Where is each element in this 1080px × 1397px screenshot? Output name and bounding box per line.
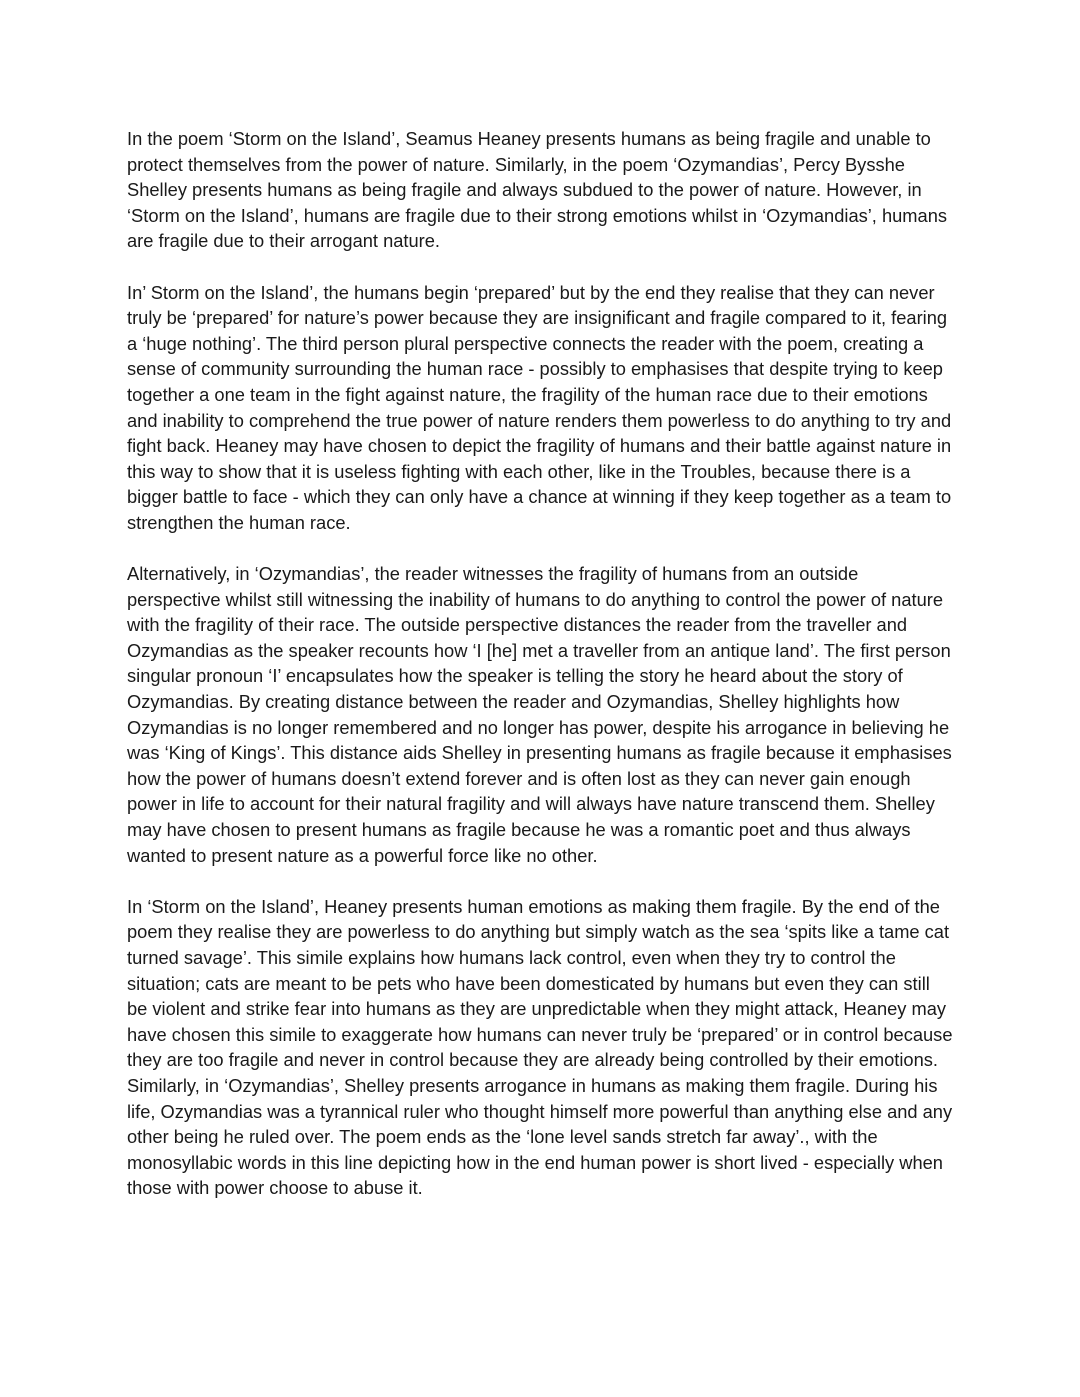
paragraph-comparison: In ‘Storm on the Island’, Heaney presents human emotions as making them fragile. By the end of the poem they realise they are powerless to do anything but simply watch as the sea ‘spits like a tame cat turned savage’. This simile explains how humans lack control, even when they try to control the situation; cats are meant to be pets who have been domesticated by humans but even they can still be violent and strike fear into humans as they are unpredictable when they might attack, Heaney may have chosen this simile to exaggerate how humans can never truly be ‘prepared’ or in control because they are too fragile and never in control because they are already being controlled by their emotions. Similarly, in ‘Ozymandias’, Shelley presents arrogance in humans as making them fragile. During his life, Ozymandias was a tyrannical ruler who thought himself more powerful than anything else and any other being he ruled over. The poem ends as the ‘lone level sands stretch far away’., with the monosyllabic words in this line depicting how in the end human power is short lived - especially when those with power choose to abuse it. xyxy=(127,895,953,1199)
paragraph-introduction: In the poem ‘Storm on the Island’, Seamus Heaney presents humans as being fragile and unable to protect themselves from the power of nature. Similarly, in the poem ‘Ozymandias’, Percy Bysshe Shelley presents humans as being fragile and always subdued to the power of nature. However, in ‘Storm on the Island’, humans are fragile due to their strong emotions whilst in ‘Ozymandias’, humans are fragile due to their arrogant nature. xyxy=(127,128,948,252)
paragraph-ozymandias: Alternatively, in ‘Ozymandias’, the reader witnesses the fragility of humans from an outside perspective whilst still witnessing the inability of humans to do anything to control the power of nature with the fragility of their race. The outside perspective distances the reader from the traveller and Ozymandias as the speaker recounts how ‘I [he] met a traveller from an antique land’. The first person singular pronoun ‘I’ encapsulates how the speaker is telling the story he heard about the story of Ozymandias. By creating distance between the reader and Ozymandias, Shelley highlights how Ozymandias is no longer remembered and no longer has power, despite his arrogance in believing he was ‘King of Kings’. This distance aids Shelley in presenting humans as fragile because it emphasises how the power of humans doesn’t extend forever and is often lost as they can never gain enough power in life to account for their natural fragility and will always have nature transcend them. Shelley may have chosen to present humans as fragile because he was a romantic poet and thus always wanted to present nature as a powerful force like no other. xyxy=(127,563,952,866)
essay-page xyxy=(127,126,953,1201)
paragraph-storm-on-the-island: In’ Storm on the Island’, the humans begin ‘prepared’ but by the end they realise that they can never truly be ‘prepared’ for nature’s power because they are insignificant and fragile compared to it, fearing a ‘huge nothing’. The third person plural perspective connects the reader with the poem, creating a sense of community surrounding the human race - possibly to emphasises that despite trying to keep together a one team in the fight against nature, the fragility of the human race due to their emotions and inability to comprehend the true power of nature renders them powerless to do anything to try and fight back. Heaney may have chosen to depict the fragility of humans and their battle against nature in this way to show that it is useless fighting with each other, like in the Troubles, because there is a bigger battle to face - which they can only have a chance at winning if they keep together as a team to strengthen the human race. xyxy=(127,281,952,533)
